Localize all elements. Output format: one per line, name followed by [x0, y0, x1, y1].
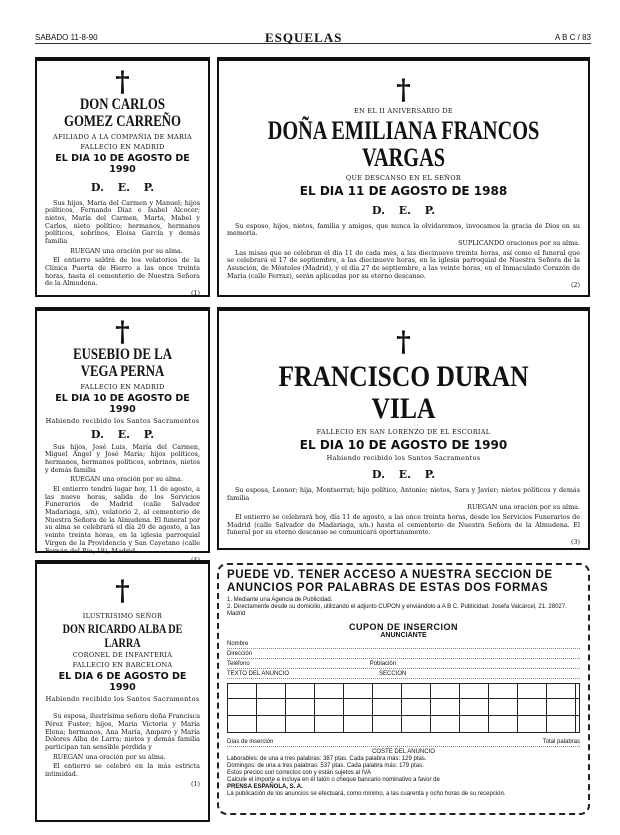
cross-icon: † [115, 65, 130, 98]
death-date: EL DIA 6 DE AGOSTO DE 1990 [58, 671, 187, 694]
ruegan: RUEGAN una oración por su alma. [70, 475, 183, 484]
ruegan: RUEGAN una oración por su alma. [70, 246, 183, 255]
ruegan: SUPLICANDO oraciones por su alma. [458, 238, 580, 247]
funeral-info: Las misas que se celebran el día 11 de cada mes, a las diecinueve treinta horas, así como el funeral que se celebrará el 17 de septiembre, a las diecinueve horas, en la iglesia parroquial de Nuestra Señora de la Asunción, de Móstoles (Madrid), y el día 27 de septiembre, a las veinte horas, en el Inmaculado Corazón de María (calle Ferraz), serán aplicadas por su eterno descanso. [227, 248, 580, 280]
obituary-notice [217, 57, 590, 297]
subtitle: CORONEL DE INFANTERIA [72, 651, 173, 660]
town-field[interactable]: Población [369, 661, 397, 667]
cross-icon: † [115, 315, 130, 348]
ref: (4) [190, 556, 200, 565]
obituary-notice [217, 307, 590, 550]
ad-text-label: TEXTO DEL ANUNCIO [227, 671, 290, 677]
sunday-rate: Domingos: de una a tres palabras: 537 ptas. Cada palabra más: 179 ptas. [227, 763, 424, 769]
ref: (1) [190, 779, 200, 788]
death-place: FALLECIO EN BARCELONA [72, 661, 173, 670]
coupon-title: CUPON DE INSERCION [348, 622, 458, 632]
section-field[interactable]: SECCION [379, 671, 407, 677]
dep: D. E. P. [371, 468, 436, 481]
cost-title: COSTE DEL ANUNCIO [372, 749, 435, 755]
death-date: EL DIA 11 DE AGOSTO DE 1988 [299, 183, 508, 198]
days-field[interactable]: Días de inserción [227, 739, 274, 745]
total-words-field[interactable]: Total palabras [542, 739, 580, 745]
phone-field[interactable]: Teléfono [227, 661, 250, 667]
obituary-notice [35, 307, 210, 565]
ruegan: RUEGAN una oración por su alma. [53, 752, 166, 761]
option-agency: 1. Mediante una Agencia de Publicidad. [227, 597, 333, 603]
dep: D. E. P. [371, 203, 436, 217]
dep: D. E. P. [90, 427, 155, 441]
family: Su esposa, Leonor; hija, Montserrat; hijo político, Antonio; nietos, Sara y Javier; nietos políticos y demás familia [227, 486, 580, 502]
option-direct: 2. Directamente desde su domicilio, utilizando el adjunto CUPON y enviándolo a A B C. Publicidad. Josefa Valcárcel, 21. 28027. Madrid [227, 604, 567, 617]
ref: (3) [570, 538, 580, 547]
death-place: FALLECIO EN SAN LORENZO DE EL ESCORIAL [316, 428, 491, 436]
cross-icon: † [396, 73, 411, 106]
dep: D. E. P. [90, 180, 155, 194]
death-place: QUE DESCANSO EN EL SEÑOR [345, 173, 462, 182]
family: Sus hijos, María del Carmen y Manuel; hijos políticos, Fernando Díaz e Isabel Alcocer; nietos, María del Carmen, Marta, Mabel y Carlos, nieto político; hermanos, hermanos políticos, sobrinos, Eloísa García y demás familia [45, 198, 200, 246]
sacraments: Habiendo recibido los Santos Sacramentos [45, 695, 200, 704]
page-number: A B C / 83 [554, 33, 591, 42]
subtitle: AFILIADO A LA COMPAÑIA DE MARIA [52, 132, 193, 141]
deceased-name: FRANCISCO DURAN VILA [278, 360, 529, 425]
ref: (1) [190, 289, 200, 298]
family: Su esposa, ilustrísima señora doña Francisca Pérez Fuster; hijos, María Victoria y María Elena; hermanos, Ana María, Amparo y María Dolores Alba de Larra; nietos y demás familia participan tan sensible pérdida y [45, 712, 200, 752]
ref: (2) [570, 281, 580, 290]
weekday-rate: Laborables: de una a tres palabras: 387 ptas. Cada palabra más: 129 ptas. [227, 756, 427, 762]
ruegan: RUEGAN una oración por su alma. [467, 503, 580, 512]
pretitle: ILUSTRISIMO SEÑOR [82, 612, 163, 620]
section-title: ESQUELAS [265, 30, 343, 45]
cross-icon: † [115, 574, 130, 607]
coupon-subtitle: ANUNCIANTE [380, 632, 427, 639]
vat-note: Estos precios son correctos con y están sujetos al IVA [227, 770, 371, 776]
deceased-name: DOÑA EMILIANA FRANCOS VARGAS [267, 116, 540, 173]
death-date: EL DIA 10 DE AGOSTO DE 1990 [55, 152, 190, 175]
death-date: EL DIA 10 DE AGOSTO DE 1990 [299, 438, 508, 452]
obituary-notice [35, 57, 210, 297]
sacraments: Habiendo recibido los Santos Sacramentos [45, 416, 200, 425]
death-date: EL DIA 10 DE AGOSTO DE 1990 [55, 392, 190, 415]
deceased-name: DON RICARDO ALBA DE LARRA [62, 621, 183, 650]
funeral-info: El entierro tendrá lugar hoy, 11 de agosto, a las nueve horas, salida de los Servicios Funerarios de Madrid (calle Salvador Madariaga, s/n), velatorio 2, al cementerio de Nuestra Señora de la Almudena. El funeral por su alma se celebrará el día 20 de agosto, a las veinte treinta horas, en la iglesia parroquial Virgen de la Providencia y San Cayetano (calle Fernán del Río, 18), Madrid. [45, 485, 200, 555]
publisher: PRENSA ESPAÑOLA, S. A. [227, 784, 303, 790]
family: Su esposo, hijos, nietos, familia y amigos, que nunca la olvidaremos, invocamos la gracia de Dios en su memoria. [227, 221, 580, 238]
ad-text-grid[interactable] [227, 683, 580, 733]
obituary-notice [35, 560, 210, 822]
funeral-info: El entierro saldrá de los velatorios de la Clínica Puerta de Hierro a las once treinta horas, hasta el cementerio de Nuestra Señora de la Almudena. [45, 256, 200, 288]
cross-icon: † [396, 325, 411, 358]
address-field[interactable]: Dirección [227, 651, 580, 659]
pretitle: EN EL II ANIVERSARIO DE [354, 107, 453, 115]
payment-note: Calcule el importe e incluya en él talón o cheque bancario nominativo a favor de [227, 777, 440, 783]
coupon-headline: PUEDE VD. TENER ACCESO A NUESTRA SECCION DE ANUNCIOS POR PALABRAS DE ESTAS DOS FORMAS [227, 569, 553, 594]
sacraments: Habiendo recibido los Santos Sacramentos [326, 454, 481, 462]
publication-note: La publicación de los anuncios se efectuará, como mínimo, a las cuarenta y ocho horas de su recepción. [227, 791, 506, 797]
funeral-info: El entierro se celebrará hoy, día 11 de agosto, a las once treinta horas, desde los Servicios Funerarios de Madrid (calle Salvador de Madariaga, s/n.) hasta el cementerio de Nuestra Señora de la Almudena. El funeral por su eterno descanso se comunicará oportunamente. [227, 513, 580, 537]
death-place: FALLECIO EN MADRID [80, 142, 165, 151]
classified-ad-coupon [217, 563, 590, 815]
deceased-name: EUSEBIO DE LA VEGA PERNA [73, 346, 172, 380]
header-date: SABADO 11-8-90 [35, 33, 98, 42]
page-header [35, 30, 591, 44]
family: Sus hijos, José Luis, María del Carmen, Miguel Ángel y José María; hijos políticos, hermanos, hermanos políticos, sobrinos, nietos y demás familia [45, 442, 200, 474]
death-place: FALLECIO EN MADRID [80, 382, 165, 391]
name-field[interactable]: Nombre [227, 641, 580, 649]
deceased-name: DON CARLOS GOMEZ CARREÑO [64, 96, 181, 130]
funeral-info: El entierro se celebró en la más estricta intimidad. [45, 762, 200, 779]
